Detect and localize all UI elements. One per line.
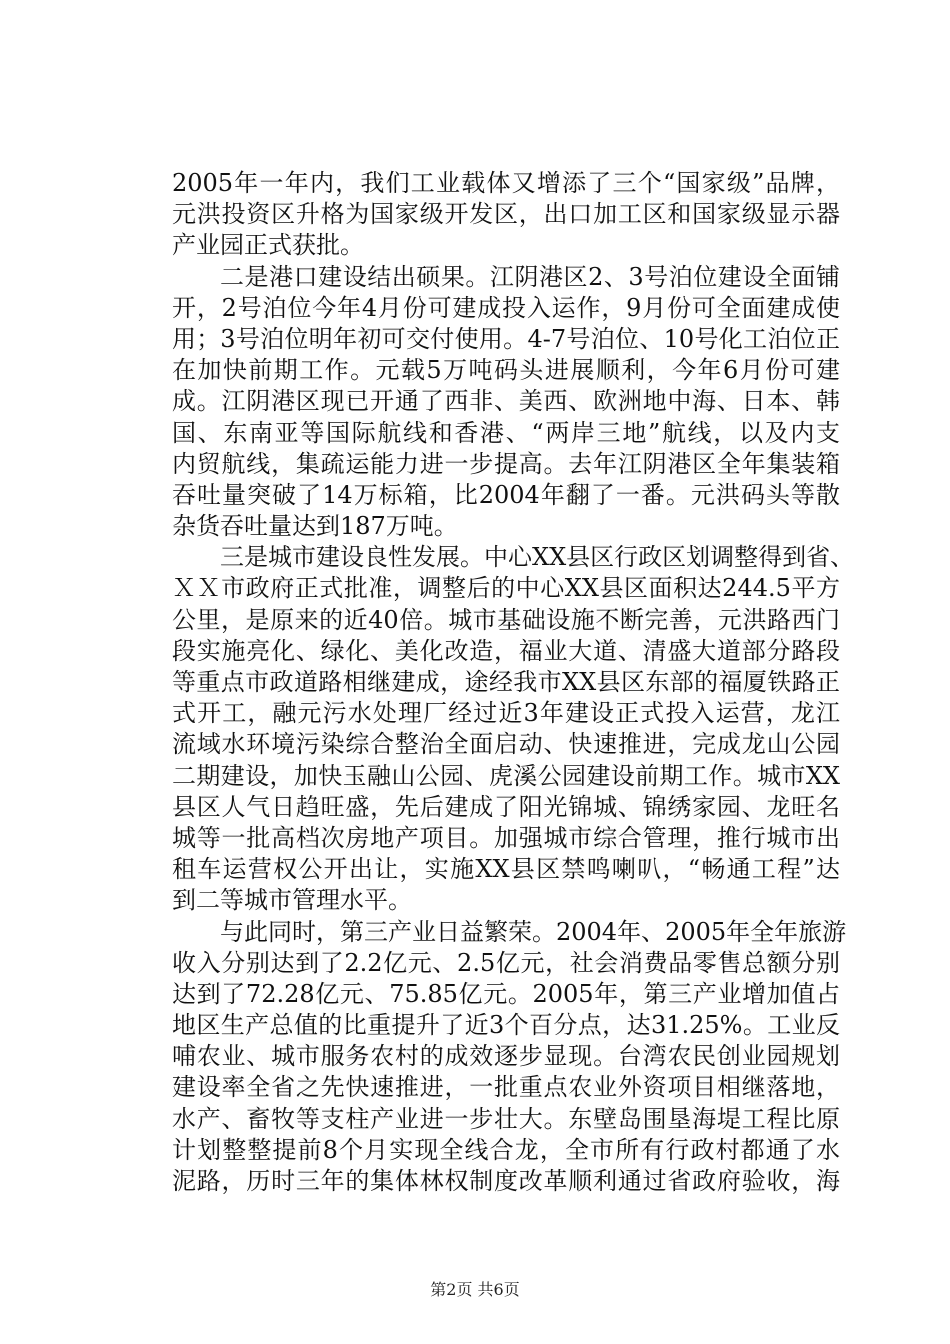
text-line: 地区生产总值的比重提升了近3个百分点，达31.25%。工业反 <box>172 1011 840 1040</box>
text-line: 段实施亮化、绿化、美化改造，福业大道、清盛大道部分路段 <box>172 636 840 665</box>
text-line: 等重点市政道路相继建成，途经我市XX县区东部的福厦铁路正 <box>172 668 840 696</box>
text-line: 内贸航线，集疏运能力进一步提高。去年江阴港区全年集装箱 <box>172 449 840 478</box>
body-text <box>172 168 855 1197</box>
paragraph <box>172 168 840 262</box>
paragraph <box>172 262 840 543</box>
text-line: 开，2号泊位今年4月份可建成投入运作，9月份可全面建成使 <box>172 293 840 322</box>
text-line: 用；3号泊位明年初可交付使用。4-7号泊位、10号化工泊位正 <box>172 324 840 353</box>
text-line: 产业园正式获批。 <box>172 231 364 260</box>
text-line: 到二等城市管理水平。 <box>172 886 412 915</box>
text-line: 吞吐量突破了14万标箱，比2004年翻了一番。元洪码头等散 <box>172 480 840 509</box>
paragraph <box>172 917 847 1198</box>
text-line: 建设率全省之先快速推进，一批重点农业外资项目相继落地， <box>172 1073 840 1102</box>
paragraph <box>172 542 855 916</box>
text-line: 收入分别达到了2.2亿元、2.5亿元，社会消费品零售总额分别 <box>172 948 840 977</box>
text-line: 二期建设，加快玉融山公园、虎溪公园建设前期工作。城市XX <box>172 761 840 790</box>
text-line: 泥路，历时三年的集体林权制度改革顺利通过省政府验收，海 <box>172 1167 840 1195</box>
text-line: 与此同时，第三产业日益繁荣。2004年、2005年全年旅游 <box>220 917 847 946</box>
text-line: 达到了72.28亿元、75.85亿元。2005年，第三产业增加值占 <box>172 979 840 1008</box>
text-line: 流域水环境污染综合整治全面启动、快速推进，完成龙山公园 <box>172 730 840 759</box>
text-line: 计划整整提前8个月实现全线合龙，全市所有行政村都通了水 <box>172 1135 840 1164</box>
text-line: 国、东南亚等国际航线和香港、“两岸三地”航线，以及内支 <box>172 418 840 447</box>
text-line: 在加快前期工作。元载5万吨码头进展顺利，今年6月份可建 <box>172 356 840 385</box>
text-line: 城等一批高档次房地产项目。加强城市综合管理，推行城市出 <box>172 823 840 852</box>
text-line: 成。江阴港区现已开通了西非、美西、欧洲地中海、日本、韩 <box>172 387 840 416</box>
text-line: 三是城市建设良性发展。中心XX县区行政区划调整得到省、 <box>220 543 855 572</box>
text-line: 元洪投资区升格为国家级开发区，出口加工区和国家级显示器 <box>172 200 840 229</box>
text-line: 式开工，融元污水处理厂经过近3年建设正式投入运营，龙江 <box>172 699 840 728</box>
text-line: 二是港口建设结出硕果。江阴港区2、3号泊位建设全面铺 <box>220 262 840 291</box>
text-line: 杂货吞吐量达到187万吨。 <box>172 512 458 541</box>
text-line: 县区人气日趋旺盛，先后建成了阳光锦城、锦绣家园、龙旺名 <box>172 792 840 821</box>
text-line: 哺农业、城市服务农村的成效逐步显现。台湾农民创业园规划 <box>172 1042 840 1071</box>
text-line: 租车运营权公开出让，实施XX县区禁鸣喇叭，“畅通工程”达 <box>172 855 840 884</box>
page-footer: 第2页 共6页 <box>430 1280 520 1299</box>
text-line: 2005年一年内，我们工业载体又增添了三个“国家级”品牌， <box>172 169 840 197</box>
text-line: 公里，是原来的近40倍。城市基础设施不断完善，元洪路西门 <box>172 605 840 634</box>
text-line: ＸＸ市政府正式批准，调整后的中心XX县区面积达244.5平方 <box>172 574 840 603</box>
text-line: 水产、畜牧等支柱产业进一步壮大。东壁岛围垦海堤工程比原 <box>172 1104 840 1133</box>
